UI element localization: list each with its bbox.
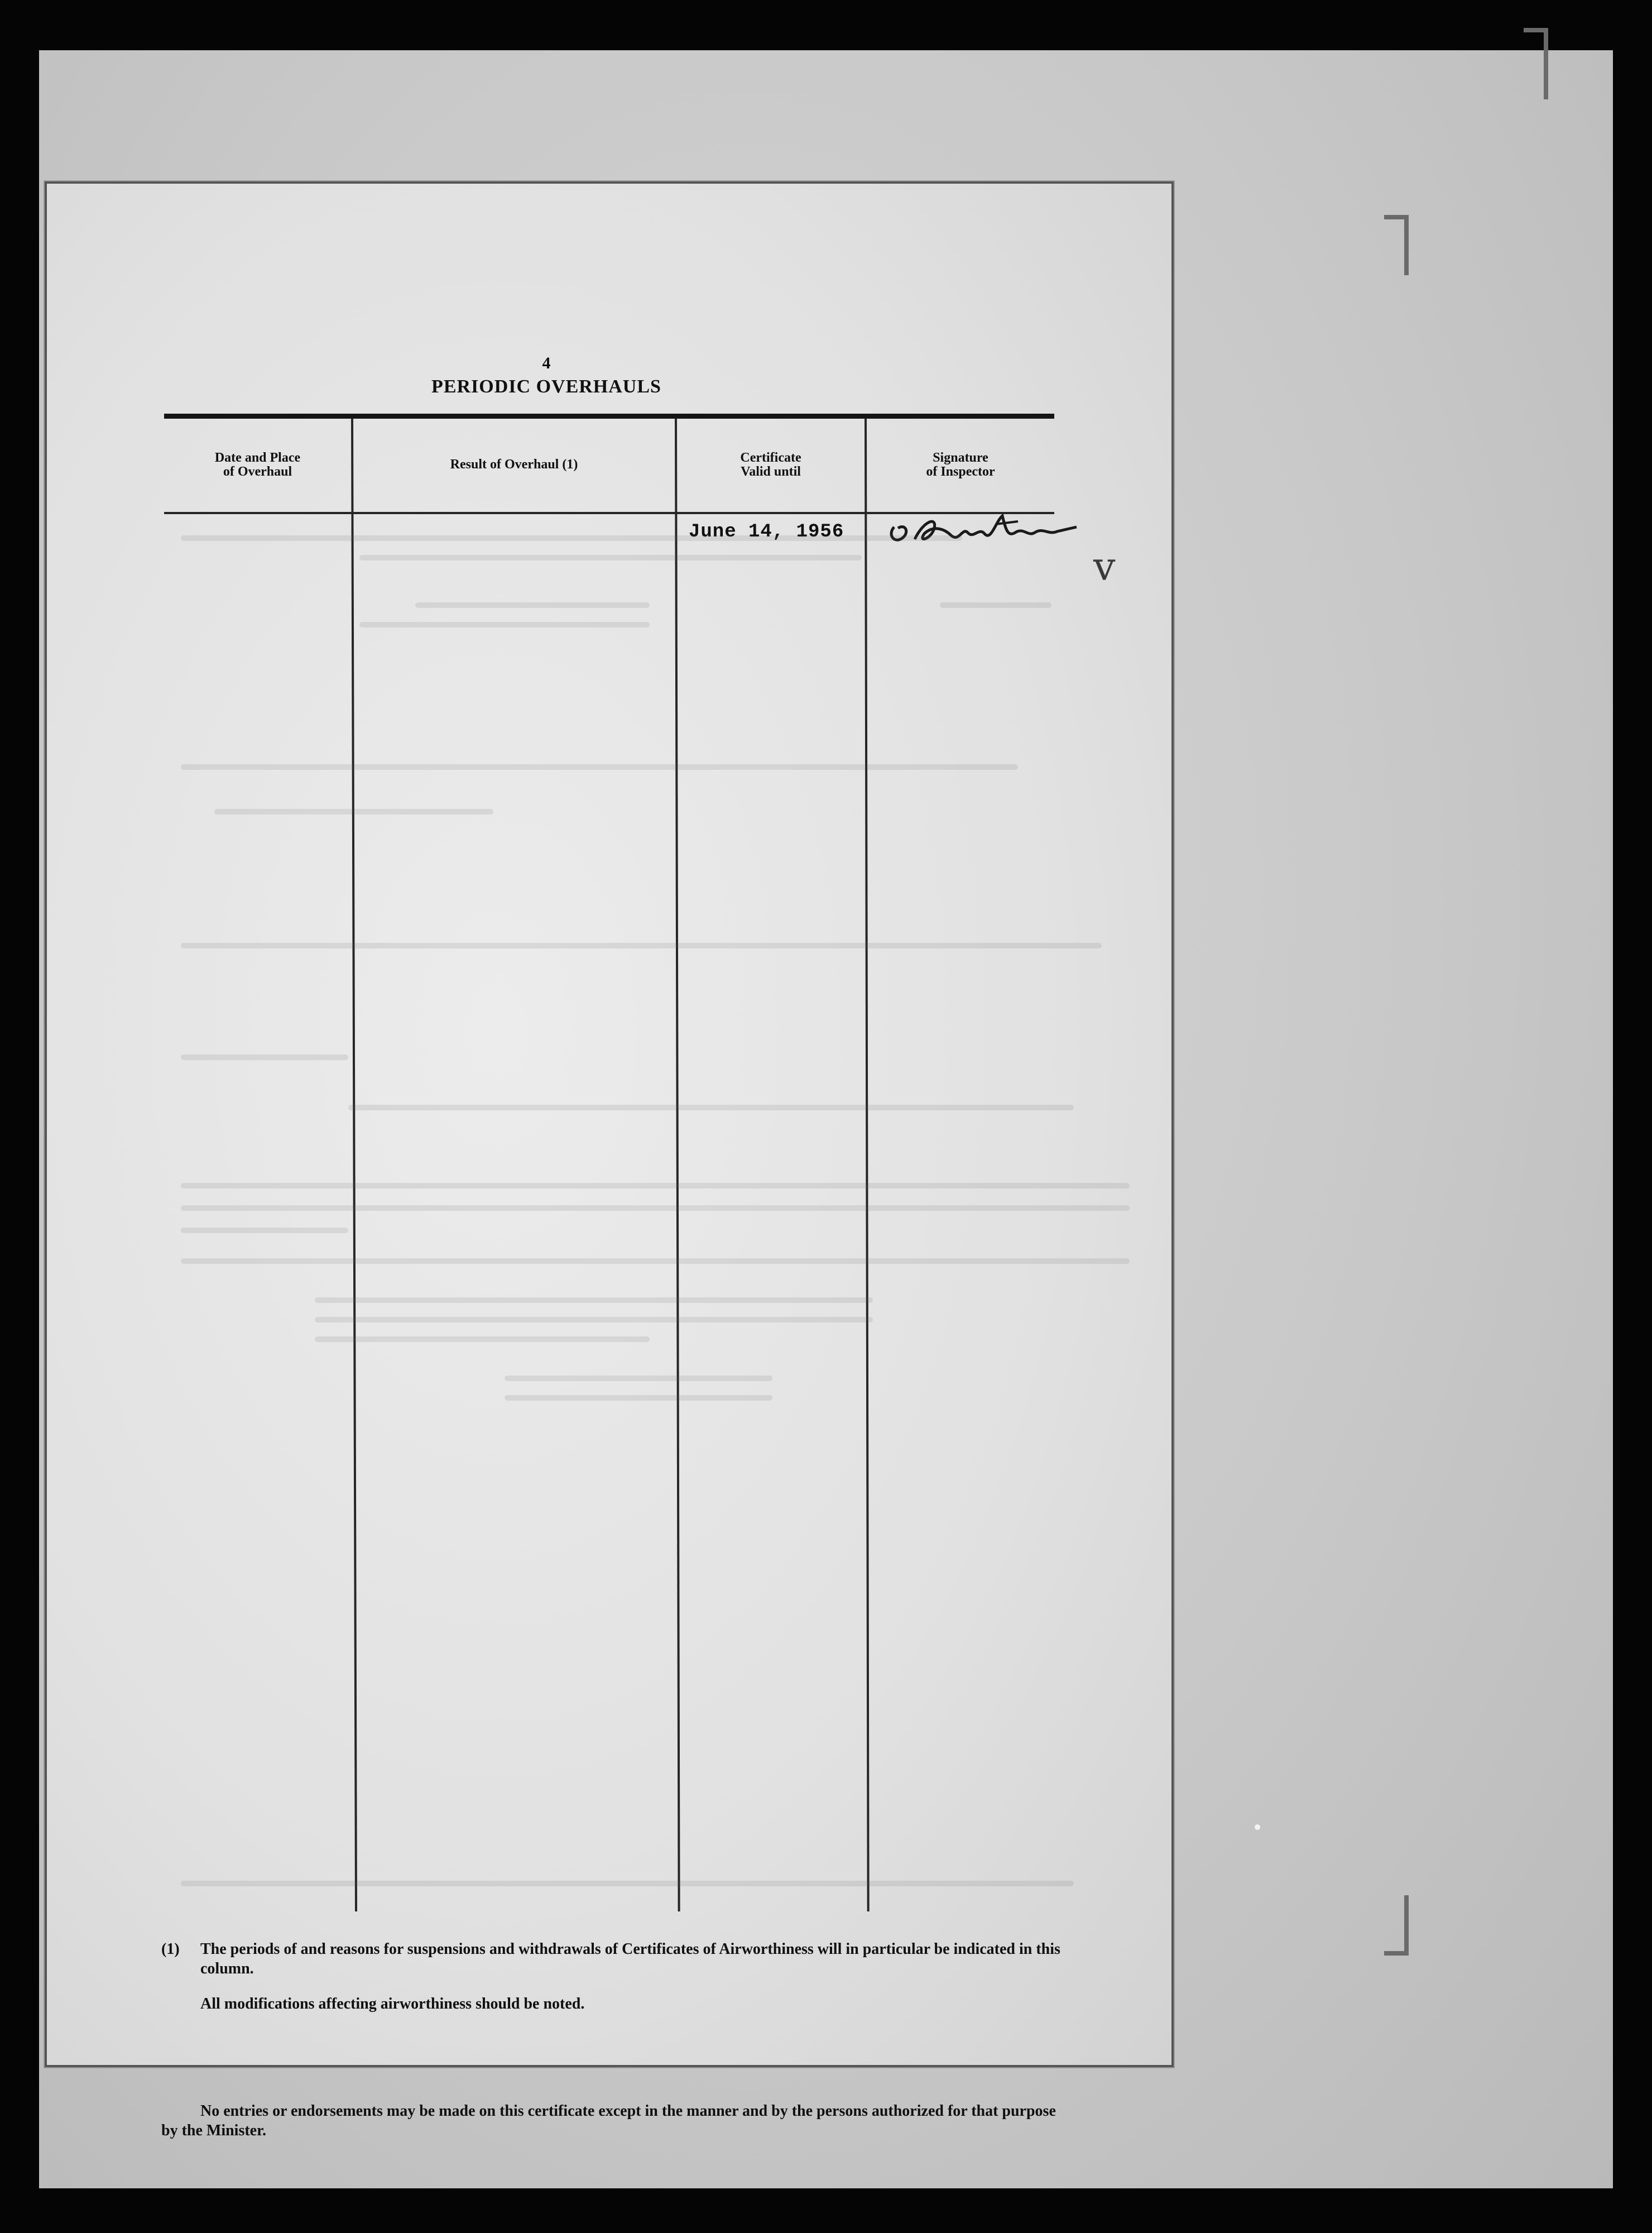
bleed-through-text	[181, 943, 1102, 948]
bleed-through-text	[181, 1228, 348, 1233]
bleed-through-text	[359, 622, 650, 627]
bleed-through-text	[181, 1055, 348, 1060]
bleed-through-text	[315, 1317, 873, 1322]
bleed-through-text	[415, 602, 650, 608]
table-row-valid-until: June 14, 1956	[689, 521, 844, 543]
margin-check-mark: ⅴ	[1093, 544, 1116, 590]
crop-mark-middle-right	[1384, 215, 1409, 275]
bleed-through-text	[315, 1297, 873, 1303]
bleed-through-text	[505, 1395, 772, 1401]
endorsement-notice: No entries or endorsements may be made on this certificate except in the manner and by the persons authorized for that purpose by the Minister.	[161, 2102, 1056, 2139]
bleed-through-text	[348, 1105, 1074, 1110]
page-heading: PERIODIC OVERHAULS	[431, 376, 661, 397]
column-header-date-place: Date and Place of Overhaul	[214, 450, 301, 479]
bleed-through-text	[181, 764, 1018, 770]
bleed-through-text	[505, 1376, 772, 1381]
bleed-through-text	[214, 809, 493, 814]
certificate-page	[45, 181, 1174, 2139]
bleed-through-text	[359, 555, 862, 560]
column-header-result: Result of Overhaul (1)	[450, 457, 578, 472]
column-header-valid-until: Certificate Valid until	[740, 450, 801, 479]
bleed-through-text	[181, 1205, 1130, 1211]
page-number: 4	[542, 354, 551, 372]
dust-speck	[1255, 1824, 1260, 1830]
bleed-through-text	[181, 1183, 1130, 1189]
bleed-through-text	[315, 1336, 650, 1342]
column-divider	[675, 418, 680, 1911]
column-header-signature: Signature of Inspector	[926, 450, 995, 479]
footnote-text: The periods of and reasons for suspensions and withdrawals of Certificates of Airworthiness will in particular be indicated in this column.	[200, 1940, 1060, 1977]
bleed-through-text	[181, 1881, 1074, 1886]
inspector-signature	[884, 505, 1085, 555]
bleed-through-text	[181, 1258, 1130, 1264]
bleed-through-text	[940, 602, 1051, 608]
column-divider	[865, 418, 870, 1911]
footnote-modifications: All modifications affecting airworthiness should be noted.	[200, 1995, 585, 2012]
crop-mark-top-right	[1524, 28, 1548, 99]
column-divider	[351, 418, 357, 1911]
bleed-through-text	[181, 535, 962, 541]
crop-mark-bottom-right	[1384, 1895, 1409, 1956]
footnote-mark: (1)	[161, 1940, 180, 1958]
